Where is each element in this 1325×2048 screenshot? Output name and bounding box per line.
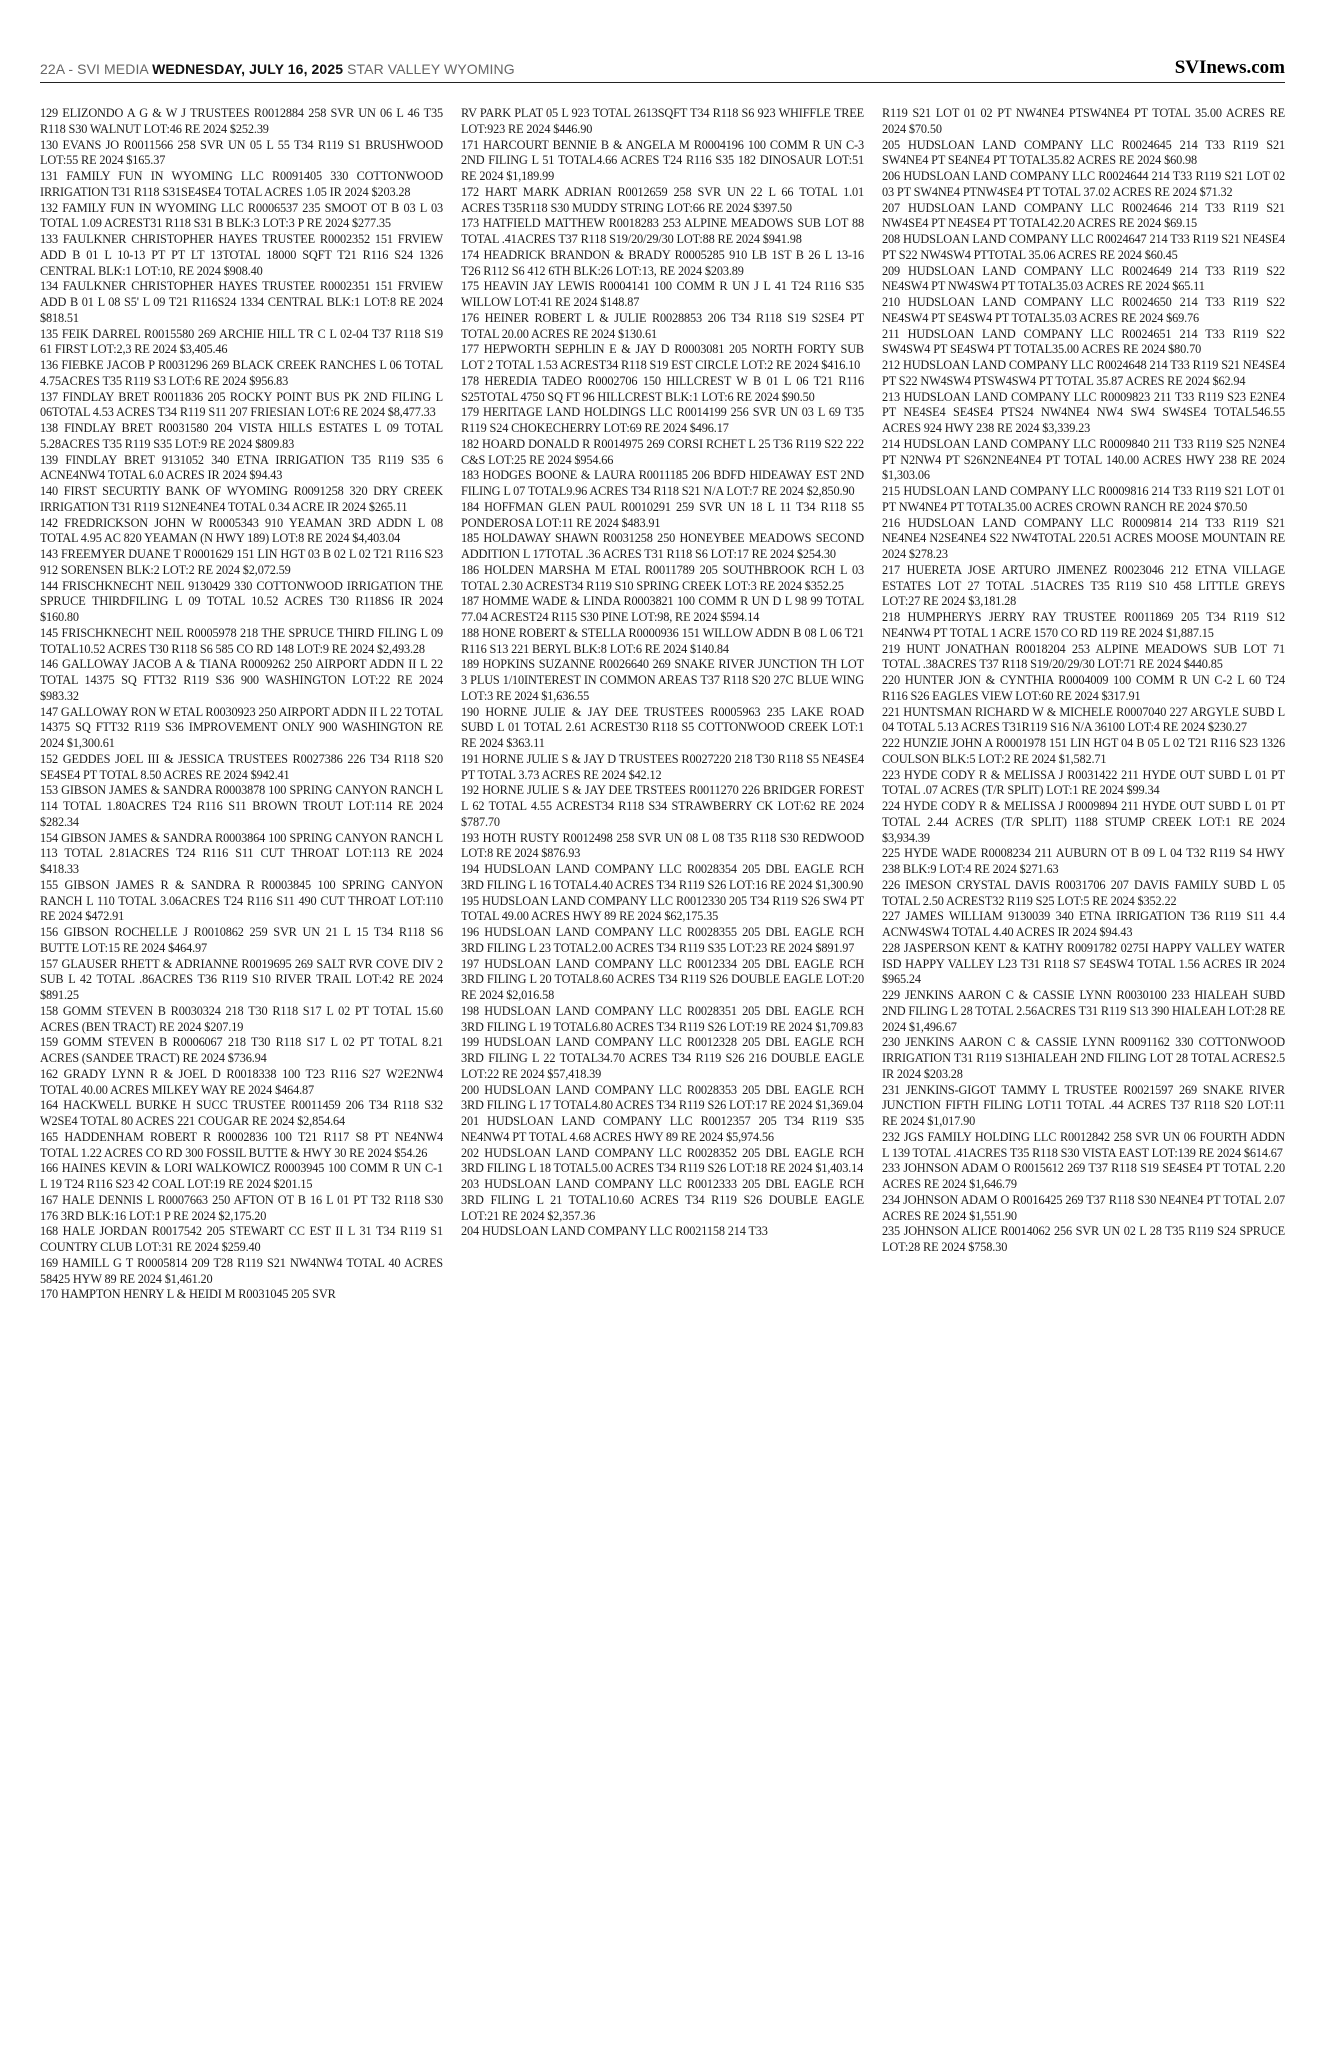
tax-list-entry: 174 HEADRICK BRANDON & BRADY R0005285 910 LB 1ST B 26 L 13-16 T26 R112 S6 412 6TH BLK:26 LOT:13, RE 2024 $203.89 [461,247,864,278]
tax-list-entry: 144 FRISCHKNECHT NEIL 9130429 330 COTTONWOOD IRRIGATION THE SPRUCE THIRDFILING L 09 TOTAL 10.52 ACRES T30 R118S6 IR 2024 $160.80 [40,578,443,624]
tax-list-entry: 172 HART MARK ADRIAN R0012659 258 SVR UN 22 L 66 TOTAL 1.01 ACRES T35R118 S30 MUDDY STRING LOT:66 RE 2024 $397.50 [461,184,864,215]
tax-list-entry: 131 FAMILY FUN IN WYOMING LLC R0091405 330 COTTONWOOD IRRIGATION T31 R118 S31SE4SE4 TOTAL ACRES 1.05 IR 2024 $203.28 [40,169,443,199]
tax-list-entry: 221 HUNTSMAN RICHARD W & MICHELE R0007040 227 ARGYLE SUBD L 04 TOTAL 5.13 ACRES T31R119 S16 N/A 36100 LOT:4 RE 2024 $230.27 [882,704,1285,735]
tax-list-entry: 230 JENKINS AARON C & CASSIE LYNN R0091162 330 COTTONWOOD IRRIGATION T31 R119 S13HIALEAH 2ND FILING LOT 28 TOTAL ACRES2.5 IR 2024 $203.28 [882,1035,1285,1081]
tax-list-entry: 220 HUNTER JON & CYNTHIA R0004009 100 COMM R UN C-2 L 60 T24 R116 S26 EAGLES VIEW LOT:60 RE 2024 $317.91 [882,673,1285,703]
tax-list-entry: 201 HUDSLOAN LAND COMPANY LLC R0012357 205 T34 R119 S35 NE4NW4 PT TOTAL 4.68 ACRES HWY 89 RE 2024 $5,974.56 [461,1114,864,1144]
tax-list-entry: 143 FREEMYER DUANE T R0001629 151 LIN HGT 03 B 02 L 02 T21 R116 S23 912 SORENSEN BLK:2 LOT:2 RE 2024 $2,072.59 [40,547,443,577]
tax-list-entry: 168 HALE JORDAN R0017542 205 STEWART CC EST II L 31 T34 R119 S1 COUNTRY CLUB LOT:31 RE 2024 $259.40 [40,1224,443,1254]
header-region: STAR VALLEY WYOMING [347,61,515,77]
tax-list-entry: 145 FRISCHKNECHT NEIL R0005978 218 THE SPRUCE THIRD FILING L 09 TOTAL10.52 ACRES T30 R118 S6 585 CO RD 148 LOT:9 RE 2024 $2,493.28 [40,625,443,656]
tax-list-entry: 213 HUDSLOAN LAND COMPANY LLC R0009823 211 T33 R119 S23 E2NE4 PT NE4SE4 SE4SE4 PTS24 NW4NE4 NW4 SW4 SW4SE4 TOTAL546.55 ACRES 924 HWY 238 RE 2024 $3,339.23 [882,389,1285,435]
tax-list-entry: 210 HUDSLOAN LAND COMPANY LLC R0024650 214 T33 R119 S22 NE4SW4 PT SE4SW4 PT TOTAL35.03 ACRES RE 2024 $69.76 [882,295,1285,325]
tax-list-entry: 191 HORNE JULIE S & JAY D TRUSTEES R0027220 218 T30 R118 S5 NE4SE4 PT TOTAL 3.73 ACRES RE 2024 $42.12 [461,751,864,782]
tax-list-entry: 211 HUDSLOAN LAND COMPANY LLC R0024651 214 T33 R119 S22 SW4SW4 PT SE4SW4 PT TOTAL35.00 ACRES RE 2024 $80.70 [882,326,1285,357]
tax-list-entry: 154 GIBSON JAMES & SANDRA R0003864 100 SPRING CANYON RANCH L 113 TOTAL 2.81ACRES T24 R116 S11 CUT THROAT LOT:113 RE 2024 $418.33 [40,830,443,876]
tax-list-entry: 173 HATFIELD MATTHEW R0018283 253 ALPINE MEADOWS SUB LOT 88 TOTAL .41ACRES T37 R118 S19/20/29/30 LOT:88 RE 2024 $941.98 [461,216,864,246]
tax-list-entry: 193 HOTH RUSTY R0012498 258 SVR UN 08 L 08 T35 R118 S30 REDWOOD LOT:8 RE 2024 $876.93 [461,830,864,861]
tax-list-entry: 195 HUDSLOAN LAND COMPANY LLC R0012330 205 T34 R119 S26 SW4 PT TOTAL 49.00 ACRES HWY 89 RE 2024 $62,175.35 [461,893,864,924]
tax-list-entry: 152 GEDDES JOEL III & JESSICA TRUSTEES R0027386 226 T34 R118 S20 SE4SE4 PT TOTAL 8.50 ACRES RE 2024 $942.41 [40,751,443,782]
tax-list-entry: 187 HOMME WADE & LINDA R0003821 100 COMM R UN D L 98 99 TOTAL 77.04 ACREST24 R115 S30 PINE LOT:98, RE 2024 $594.14 [461,594,864,624]
tax-list-entry: 156 GIBSON ROCHELLE J R0010862 259 SVR UN 21 L 15 T34 R118 S6 BUTTE LOT:15 RE 2024 $464.97 [40,925,443,955]
tax-list-entry: 231 JENKINS-GIGOT TAMMY L TRUSTEE R0021597 269 SNAKE RIVER JUNCTION FIFTH FILING LOT11 TOTAL .44 ACRES T37 R118 S20 LOT:11 RE 2024 $1,017.90 [882,1082,1285,1128]
tax-list-entry: 199 HUDSLOAN LAND COMPANY LLC R0012328 205 DBL EAGLE RCH 3RD FILING L 22 TOTAL34.70 ACRES T34 R119 S26 216 DOUBLE EAGLE LOT:22 RE 2024 $57,418.39 [461,1035,864,1081]
tax-list-entry: 177 HEPWORTH SEPHLIN E & JAY D R0003081 205 NORTH FORTY SUB LOT 2 TOTAL 1.53 ACREST34 R118 S19 EST CIRCLE LOT:2 RE 2024 $416.10 [461,342,864,372]
tax-list-entry: 179 HERITAGE LAND HOLDINGS LLC R0014199 256 SVR UN 03 L 69 T35 R119 S24 CHOKECHERRY LOT:69 RE 2024 $496.17 [461,405,864,435]
column-right [882,106,1285,2041]
tax-list-entry: 212 HUDSLOAN LAND COMPANY LLC R0024648 214 T33 R119 S21 NE4SE4 PT S22 NW4SW4 PTSW4SW4 PT TOTAL 35.87 ACRES RE 2024 $62.94 [882,358,1285,388]
tax-list-entry: 217 HUERETA JOSE ARTURO JIMENEZ R0023046 212 ETNA VILLAGE ESTATES LOT 27 TOTAL .51ACRES T35 R119 S10 458 LITTLE GREYS LOT:27 RE 2024 $3,181.28 [882,562,1285,609]
tax-list-entry: 233 JOHNSON ADAM O R0015612 269 T37 R118 S19 SE4SE4 PT TOTAL 2.20 ACRES RE 2024 $1,646.79 [882,1161,1285,1191]
tax-list-entry: 228 JASPERSON KENT & KATHY R0091782 0275I HAPPY VALLEY WATER ISD HAPPY VALLEY L23 T31 R118 S7 SE4SW4 TOTAL 1.56 ACRES IR 2024 $965.24 [882,940,1285,987]
tax-list-entry: 176 HEINER ROBERT L & JULIE R0028853 206 T34 R118 S19 S2SE4 PT TOTAL 20.00 ACRES RE 2024 $130.61 [461,310,864,341]
tax-list-entry: 224 HYDE CODY R & MELISSA J R0009894 211 HYDE OUT SUBD L 01 PT TOTAL 2.44 ACRES (T/R SPLIT) 1188 STUMP CREEK LOT:1 RE 2024 $3,934.39 [882,799,1285,845]
tax-list-entry: 165 HADDENHAM ROBERT R R0002836 100 T21 R117 S8 PT NE4NW4 TOTAL 1.22 ACRES CO RD 300 FOSSIL BUTTE & HWY 30 RE 2024 $54.26 [40,1129,443,1160]
tax-list-entry: 169 HAMILL G T R0005814 209 T28 R119 S21 NW4NW4 TOTAL 40 ACRES 58425 HYW 89 RE 2024 $1,461.20 [40,1255,443,1286]
tax-list-entry: 158 GOMM STEVEN B R0030324 218 T30 R118 S17 L 02 PT TOTAL 15.60 ACRES (BEN TRACT) RE 2024 $207.19 [40,1003,443,1034]
tax-list-entry: R119 S21 LOT 01 02 PT NW4NE4 PTSW4NE4 PT TOTAL 35.00 ACRES RE 2024 $70.50 [882,106,1285,136]
tax-list-entry: 202 HUDSLOAN LAND COMPANY LLC R0028352 205 DBL EAGLE RCH 3RD FILING L 18 TOTAL5.00 ACRES T34 R119 S26 LOT:18 RE 2024 $1,403.14 [461,1145,864,1176]
tax-list-entry: 204 HUDSLOAN LAND COMPANY LLC R0021158 214 T33 [461,1224,768,1239]
tax-list-entry: 219 HUNT JONATHAN R0018204 253 ALPINE MEADOWS SUB LOT 71 TOTAL .38ACRES T37 R118 S19/20/29/30 LOT:71 RE 2024 $440.85 [882,641,1285,672]
tax-list-entry: 155 GIBSON JAMES R & SANDRA R R0003845 100 SPRING CANYON RANCH L 110 TOTAL 3.06ACRES T24 R116 S11 490 CUT THROAT LOT:110 RE 2024 $472.91 [40,877,443,924]
tax-list-entry: 190 HORNE JULIE & JAY DEE TRUSTEES R0005963 235 LAKE ROAD SUBD L 01 TOTAL 2.61 ACREST30 R118 S5 COTTONWOOD CREEK LOT:1 RE 2024 $363.11 [461,704,864,750]
tax-list-entry: 140 FIRST SECURTIY BANK OF WYOMING R0091258 320 DRY CREEK IRRIGATION T31 R119 S12NE4NE4 TOTAL 0.34 ACRE IR 2024 $265.11 [40,484,443,514]
tax-list-entry: 227 JAMES WILLIAM 9130039 340 ETNA IRRIGATION T36 R119 S11 4.4 ACNW4SW4 TOTAL 4.40 ACRES IR 2024 $94.43 [882,909,1285,939]
tax-list-entry: 216 HUDSLOAN LAND COMPANY LLC R0009814 214 T33 R119 S21 NE4NE4 N2SE4NE4 S22 NW4TOTAL 220.51 ACRES MOOSE MOUNTAIN RE 2024 $278.23 [882,515,1285,561]
tax-list-entry: 166 HAINES KEVIN & LORI WALKOWICZ R0003945 100 COMM R UN C-1 L 19 T24 R116 S23 42 COAL LOT:19 RE 2024 $201.15 [40,1161,443,1191]
tax-list-entry: 185 HOLDAWAY SHAWN R0031258 250 HONEYBEE MEADOWS SECOND ADDITION L 17TOTAL .36 ACRES T31 R118 S6 LOT:17 RE 2024 $254.30 [461,531,864,561]
tax-list-entry: 129 ELIZONDO A G & W J TRUSTEES R0012884 258 SVR UN 06 L 46 T35 R118 S30 WALNUT LOT:46 RE 2024 $252.39 [40,106,443,136]
tax-list-entry: 222 HUNZIE JOHN A R0001978 151 LIN HGT 04 B 05 L 02 T21 R116 S23 1326 COULSON BLK:5 LOT:2 RE 2024 $1,582.71 [882,736,1285,766]
tax-list-entry: 196 HUDSLOAN LAND COMPANY LLC R0028355 205 DBL EAGLE RCH 3RD FILING L 23 TOTAL2.00 ACRES T34 R119 S35 LOT:23 RE 2024 $891.97 [461,925,864,955]
tax-list-entry: 136 FIEBKE JACOB P R0031296 269 BLACK CREEK RANCHES L 06 TOTAL 4.75ACRES T35 R119 S3 LOT:6 RE 2024 $956.83 [40,358,443,388]
tax-list-entry: 157 GLAUSER RHETT & ADRIANNE R0019695 269 SALT RVR COVE DIV 2 SUB L 42 TOTAL .86ACRES T36 R119 S10 RIVER TRAIL LOT:42 RE 2024 $891.25 [40,956,443,1002]
column-middle [461,106,864,2041]
tax-list-entry: 170 HAMPTON HENRY L & HEIDI M R0031045 205 SVR [40,1287,336,1302]
header-section: 22A - SVI MEDIA [40,61,149,77]
tax-list-entry: 139 FINDLAY BRET 9131052 340 ETNA IRRIGATION T35 R119 S35 6 ACNE4NW4 TOTAL 6.0 ACRES IR 2024 $94.43 [40,452,443,483]
tax-list-entry: 207 HUDSLOAN LAND COMPANY LLC R0024646 214 T33 R119 S21 NW4SE4 PT NE4SE4 PT TOTAL42.20 ACRES RE 2024 $69.15 [882,200,1285,231]
tax-list-entry: 142 FREDRICKSON JOHN W R0005343 910 YEAMAN 3RD ADDN L 08 TOTAL 4.95 AC 820 YEAMAN (N HWY 189) LOT:8 RE 2024 $4,403.04 [40,515,443,546]
tax-list-entry: 147 GALLOWAY RON W ETAL R0030923 250 AIRPORT ADDN II L 22 TOTAL 14375 SQ FTT32 R119 S36 IMPROVEMENT ONLY 900 WASHINGTON RE 2024 $1,300.61 [40,704,443,750]
tax-list-entry: 134 FAULKNER CHRISTOPHER HAYES TRUSTEE R0002351 151 FRVIEW ADD B 01 L 08 S5' L 09 T21 R116S24 1334 CENTRAL BLK:1 LOT:8 RE 2024 $818.51 [40,279,443,325]
tax-list-entry: 218 HUMPHERYS JERRY RAY TRUSTEE R0011869 205 T34 R119 S12 NE4NW4 PT TOTAL 1 ACRE 1570 CO RD 119 RE 2024 $1,887.15 [882,610,1285,640]
tax-list-entry: 188 HONE ROBERT & STELLA R0000936 151 WILLOW ADDN B 08 L 06 T21 R116 S13 221 BERYL BLK:8 LOT:6 RE 2024 $140.84 [461,625,864,656]
tax-list-entry: 229 JENKINS AARON C & CASSIE LYNN R0030100 233 HIALEAH SUBD 2ND FILING L 28 TOTAL 2.56ACRES T31 R119 S13 390 HIALEAH LOT:28 RE 2024 $1,496.67 [882,988,1285,1034]
tax-list-entry: 130 EVANS JO R0011566 258 SVR UN 05 L 55 T34 R119 S1 BRUSHWOOD LOT:55 RE 2024 $165.37 [40,137,443,168]
header-date: WEDNESDAY, JULY 16, 2025 [152,61,344,77]
tax-list-entry: 226 IMESON CRYSTAL DAVIS R0031706 207 DAVIS FAMILY SUBD L 05 TOTAL 2.50 ACREST32 R119 S25 LOT:5 RE 2024 $352.22 [882,877,1285,908]
tax-list-entry: 178 HEREDIA TADEO R0002706 150 HILLCREST W B 01 L 06 T21 R116 S25TOTAL 4750 SQ FT 96 HILLCREST BLK:1 LOT:6 RE 2024 $90.50 [461,373,864,404]
tax-list-entry: 146 GALLOWAY JACOB A & TIANA R0009262 250 AIRPORT ADDN II L 22 TOTAL 14375 SQ FTT32 R119 S36 900 WASHINGTON LOT:22 RE 2024 $983.32 [40,657,443,703]
tax-list-entry: 214 HUDSLOAN LAND COMPANY LLC R0009840 211 T33 R119 S25 N2NE4 PT N2NW4 PT S26N2NE4NE4 PT TOTAL 140.00 ACRES HWY 238 RE 2024 $1,303.06 [882,436,1285,483]
tax-list-entry: 205 HUDSLOAN LAND COMPANY LLC R0024645 214 T33 R119 S21 SW4NE4 PT SE4NE4 PT TOTAL35.82 ACRES RE 2024 $60.98 [882,137,1285,168]
tax-list-entry: 135 FEIK DARREL R0015580 269 ARCHIE HILL TR C L 02-04 T37 R118 S19 61 FIRST LOT:2,3 RE 2024 $3,405.46 [40,326,443,357]
tax-list-entry: 198 HUDSLOAN LAND COMPANY LLC R0028351 205 DBL EAGLE RCH 3RD FILING L 19 TOTAL6.80 ACRES T34 R119 S26 LOT:19 RE 2024 $1,709.83 [461,1003,864,1034]
tax-list-entry: 215 HUDSLOAN LAND COMPANY LLC R0009816 214 T33 R119 S21 LOT 01 PT NW4NE4 PT TOTAL35.00 ACRES CROWN RANCH RE 2024 $70.50 [882,484,1285,514]
tax-list-entry: 137 FINDLAY BRET R0011836 205 ROCKY POINT BUS PK 2ND FILING L 06TOTAL 4.53 ACRES T34 R119 S11 207 FRIESIAN LOT:6 RE 2024 $8,477.33 [40,389,443,420]
tax-list-entry: 186 HOLDEN MARSHA M ETAL R0011789 205 SOUTHBROOK RCH L 03 TOTAL 2.30 ACREST34 R119 S10 SPRING CREEK LOT:3 RE 2024 $352.25 [461,562,864,593]
tax-list-entry: 234 JOHNSON ADAM O R0016425 269 T37 R118 S30 NE4NE4 PT TOTAL 2.07 ACRES RE 2024 $1,551.90 [882,1192,1285,1223]
tax-list-entry: 133 FAULKNER CHRISTOPHER HAYES TRUSTEE R0002352 151 FRVIEW ADD B 01 L 10-13 PT PT LT 13TOTAL 18000 SQFT T21 R116 S24 1326 CENTRAL BLK:1 LOT:10, RE 2024 $908.40 [40,232,443,278]
tax-list-entry: 209 HUDSLOAN LAND COMPANY LLC R0024649 214 T33 R119 S22 NE4SW4 PT NW4SW4 PT TOTAL35.03 ACRES RE 2024 $65.11 [882,263,1285,294]
tax-list-entry: 183 HODGES BOONE & LAURA R0011185 206 BDFD HIDEAWAY EST 2ND FILING L 07 TOTAL9.96 ACRES T34 R118 S21 N/A LOT:7 RE 2024 $2,850.90 [461,468,864,498]
tax-list-entry: 153 GIBSON JAMES & SANDRA R0003878 100 SPRING CANYON RANCH L 114 TOTAL 1.80ACRES T24 R116 S11 BROWN TROUT LOT:114 RE 2024 $282.34 [40,783,443,829]
tax-list-entry: 232 JGS FAMILY HOLDING LLC R0012842 258 SVR UN 06 FOURTH ADDN L 139 TOTAL .41ACRES T35 R118 S30 VISTA EAST LOT:139 RE 2024 $614.67 [882,1129,1285,1160]
legal-notice-columns [40,106,1285,2041]
tax-list-entry: 223 HYDE CODY R & MELISSA J R0031422 211 HYDE OUT SUBD L 01 PT TOTAL .07 ACRES (T/R SPLIT) LOT:1 RE 2024 $99.34 [882,767,1285,798]
tax-list-entry: 235 JOHNSON ALICE R0014062 256 SVR UN 02 L 28 T35 R119 S24 SPRUCE LOT:28 RE 2024 $758.30 [882,1224,1285,1254]
tax-list-entry: 206 HUDSLOAN LAND COMPANY LLC R0024644 214 T33 R119 S21 LOT 02 03 PT SW4NE4 PTNW4SE4 PT TOTAL 37.02 ACRES RE 2024 $71.32 [882,169,1285,199]
tax-list-entry: 132 FAMILY FUN IN WYOMING LLC R0006537 235 SMOOT OT B 03 L 03 TOTAL 1.09 ACREST31 R118 S31 B BLK:3 LOT:3 P RE 2024 $277.35 [40,200,443,231]
header-site: SVInews.com [1174,57,1285,78]
tax-list-entry: 171 HARCOURT BENNIE B & ANGELA M R0004196 100 COMM R UN C-3 2ND FILING L 51 TOTAL4.66 ACRES T24 R116 S35 182 DINOSAUR LOT:51 RE 2024 $1,189.99 [461,137,864,183]
column-left [40,106,443,2041]
tax-list-entry: 208 HUDSLOAN LAND COMPANY LLC R0024647 214 T33 R119 S21 NE4SE4 PT S22 NW4SW4 PTTOTAL 35.06 ACRES RE 2024 $60.45 [882,232,1285,262]
tax-list-entry: 225 HYDE WADE R0008234 211 AUBURN OT B 09 L 04 T32 R119 S4 HWY 238 BLK:9 LOT:4 RE 2024 $271.63 [882,846,1285,876]
tax-list-entry: 162 GRADY LYNN R & JOEL D R0018338 100 T23 R116 S27 W2E2NW4 TOTAL 40.00 ACRES MILKEY WAY RE 2024 $464.87 [40,1066,443,1097]
tax-list-entry: 197 HUDSLOAN LAND COMPANY LLC R0012334 205 DBL EAGLE RCH 3RD FILING L 20 TOTAL8.60 ACRES T34 R119 S26 DOUBLE EAGLE LOT:20 RE 2024 $2,016.58 [461,956,864,1002]
tax-list-entry: 167 HALE DENNIS L R0007663 250 AFTON OT B 16 L 01 PT T32 R118 S30 176 3RD BLK:16 LOT:1 P RE 2024 $2,175.20 [40,1192,443,1223]
tax-list-entry: 192 HORNE JULIE S & JAY DEE TRSTEES R0011270 226 BRIDGER FOREST L 62 TOTAL 4.55 ACREST34 R118 S34 STRAWBERRY CK LOT:62 RE 2024 $787.70 [461,783,864,829]
tax-list-entry: 184 HOFFMAN GLEN PAUL R0010291 259 SVR UN 18 L 11 T34 R118 S5 PONDEROSA LOT:11 RE 2024 $483.91 [461,499,864,530]
tax-list-entry: 182 HOARD DONALD R R0014975 269 CORSI RCHET L 25 T36 R119 S22 222 C&S LOT:25 RE 2024 $954.66 [461,436,864,467]
page-header [40,52,1285,83]
tax-list-entry: 203 HUDSLOAN LAND COMPANY LLC R0012333 205 DBL EAGLE RCH 3RD FILING L 21 TOTAL10.60 ACRES T34 R119 S26 DOUBLE EAGLE LOT:21 RE 2024 $2,357.36 [461,1177,864,1223]
tax-list-entry: 189 HOPKINS SUZANNE R0026640 269 SNAKE RIVER JUNCTION TH LOT 3 PLUS 1/10INTEREST IN COMMON AREAS T37 R118 S20 27C BLUE WING LOT:3 RE 2024 $1,636.55 [461,657,864,703]
tax-list-entry: 138 FINDLAY BRET R0031580 204 VISTA HILLS ESTATES L 09 TOTAL 5.28ACRES T35 R119 S35 LOT:9 RE 2024 $809.83 [40,421,443,451]
header-folio [40,61,515,82]
tax-list-entry: 194 HUDSLOAN LAND COMPANY LLC R0028354 205 DBL EAGLE RCH 3RD FILING L 16 TOTAL4.40 ACRES T34 R119 S26 LOT:16 RE 2024 $1,300.90 [461,862,864,892]
tax-list-entry: 164 HACKWELL BURKE H SUCC TRUSTEE R0011459 206 T34 R118 S32 W2SE4 TOTAL 80 ACRES 221 COUGAR RE 2024 $2,854.64 [40,1098,443,1128]
tax-list-entry: RV PARK PLAT 05 L 923 TOTAL 2613SQFT T34 R118 S6 923 WHIFFLE TREE LOT:923 RE 2024 $446.90 [461,106,864,136]
tax-list-entry: 200 HUDSLOAN LAND COMPANY LLC R0028353 205 DBL EAGLE RCH 3RD FILING L 17 TOTAL4.80 ACRES T34 R119 S26 LOT:17 RE 2024 $1,369.04 [461,1082,864,1113]
tax-list-entry: 175 HEAVIN JAY LEWIS R0004141 100 COMM R UN J L 41 T24 R116 S35 WILLOW LOT:41 RE 2024 $148.87 [461,279,864,309]
tax-list-entry: 159 GOMM STEVEN B R0006067 218 T30 R118 S17 L 02 PT TOTAL 8.21 ACRES (SANDEE TRACT) RE 2024 $736.94 [40,1035,443,1065]
